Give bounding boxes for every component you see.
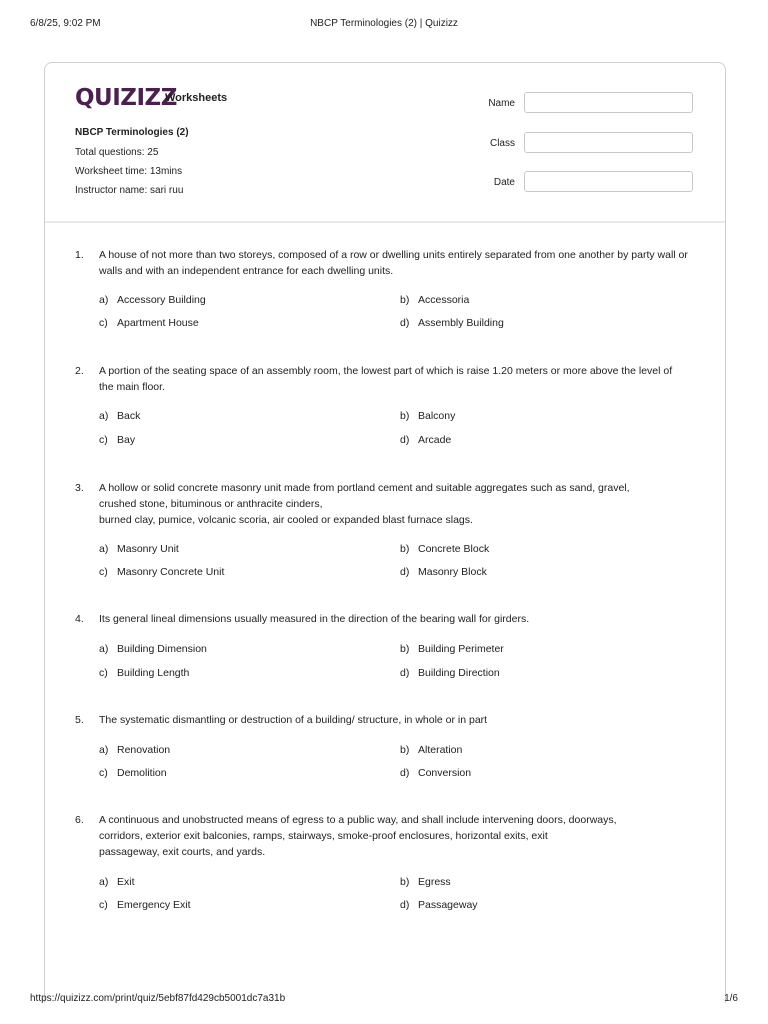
name-label: Name <box>488 98 515 109</box>
question-number: 5. <box>75 714 84 726</box>
total-questions: Total questions: 25 <box>75 147 159 158</box>
option-b[interactable]: b) Accessoria <box>400 294 470 306</box>
option-b[interactable]: b) Concrete Block <box>400 543 490 555</box>
option-b[interactable]: b) Balcony <box>400 410 456 422</box>
page-number: 1/6 <box>724 993 738 1004</box>
option-c[interactable]: c) Apartment House <box>99 317 199 329</box>
print-page-title: NBCP Terminologies (2) | Quizizz <box>310 18 458 29</box>
question-text: A house of not more than two storeys, composed of a row or dwelling units entirely separated from one another by party wall or walls and with an independent entrance for each dwelling units. <box>99 249 688 277</box>
option-b[interactable]: b) Building Perimeter <box>400 643 504 655</box>
class-field[interactable] <box>524 132 693 153</box>
option-a[interactable]: a) Masonry Unit <box>99 543 179 555</box>
option-d[interactable]: d) Passageway <box>400 899 478 911</box>
question-text-line: burned clay, pumice, volcanic scoria, air cooled or expanded blast furnace slags. <box>99 514 473 526</box>
quizizz-logo[interactable]: QUIZIZZ <box>75 85 177 111</box>
print-header <box>30 18 738 32</box>
question-number: 1. <box>75 249 84 261</box>
print-datetime: 6/8/25, 9:02 PM <box>30 18 101 29</box>
question-text: The systematic dismantling or destruction of a building/ structure, in whole or in part <box>99 714 488 726</box>
option-c[interactable]: c) Emergency Exit <box>99 899 191 911</box>
option-a[interactable]: a) Renovation <box>99 744 171 756</box>
class-label: Class <box>489 138 515 149</box>
option-b[interactable]: b) Egress <box>400 876 451 888</box>
date-label: Date <box>493 177 515 188</box>
print-footer <box>30 993 738 1007</box>
question-text: A portion of the seating space of an assembly room, the lowest part of which is raise 1.20 meters or more above the level of the main floor. <box>99 365 673 393</box>
worksheets-label: Worksheets <box>165 92 228 104</box>
worksheet <box>44 62 726 1003</box>
question-number: 4. <box>75 613 84 625</box>
option-c[interactable]: c) Bay <box>99 434 136 446</box>
worksheet-header <box>45 63 725 223</box>
worksheet-time: Worksheet time: 13mins <box>75 166 183 177</box>
option-d[interactable]: d) Building Direction <box>400 667 500 679</box>
option-d[interactable]: d) Conversion <box>400 767 472 779</box>
option-b[interactable]: b) Alteration <box>400 744 463 756</box>
option-c[interactable]: c) Building Length <box>99 667 190 679</box>
option-a[interactable]: a) Exit <box>99 876 135 888</box>
question-text-line: A continuous and unobstructed means of egress to a public way, and shall include intervening doors, doorways, <box>99 814 617 826</box>
name-field[interactable] <box>524 92 693 113</box>
option-d[interactable]: d) Masonry Block <box>400 566 487 578</box>
question-text-line: crushed stone, bituminous or anthracite cinders, <box>99 498 323 510</box>
question-text <box>99 480 689 528</box>
question-number: 3. <box>75 482 84 494</box>
instructor-name: Instructor name: sari ruu <box>75 185 184 196</box>
question-number: 6. <box>75 814 84 826</box>
option-a[interactable]: a) Back <box>99 410 141 422</box>
quiz-title: NBCP Terminologies (2) <box>75 127 189 138</box>
option-a[interactable]: a) Building Dimension <box>99 643 207 655</box>
option-d[interactable]: d) Assembly Building <box>400 317 504 329</box>
print-url[interactable]: https://quizizz.com/print/quiz/5ebf87fd429cb5001dc7a31b <box>30 993 286 1004</box>
date-field[interactable] <box>524 171 693 192</box>
question-text <box>99 812 689 860</box>
option-c[interactable]: c) Masonry Concrete Unit <box>99 566 225 578</box>
question-text: Its general lineal dimensions usually measured in the direction of the bearing wall for girders. <box>99 613 530 625</box>
question-text-line: A hollow or solid concrete masonry unit made from portland cement and suitable aggregates such as sand, gravel, <box>99 482 630 494</box>
option-d[interactable]: d) Arcade <box>400 434 452 446</box>
question-text-line: corridors, exterior exit balconies, ramps, stairways, smoke-proof enclosures, horizontal exits, exit <box>99 830 548 842</box>
option-a[interactable]: a) Accessory Building <box>99 294 206 306</box>
question-text-line: passageway, exit courts, and yards. <box>99 846 266 858</box>
option-c[interactable]: c) Demolition <box>99 767 167 779</box>
question-number: 2. <box>75 365 84 377</box>
